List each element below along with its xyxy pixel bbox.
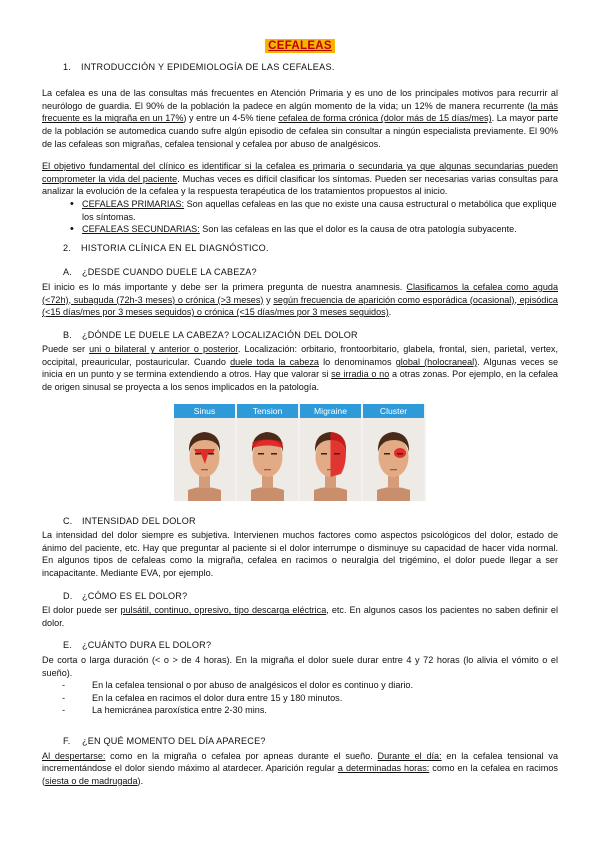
time-of-day-paragraph (42, 750, 558, 788)
subsection-b-heading (63, 329, 558, 342)
text-run: ). (137, 775, 144, 786)
text-run: . Algunas veces se inicia en un punto y se termina extendiendo a otros. Hay que valorar si (42, 356, 559, 380)
subsection-e-heading (63, 639, 558, 652)
panel-label: Migraine (300, 404, 361, 418)
underlined-run: la más frecuente es la migraña en un 17% (42, 100, 558, 124)
subsection-title: ¿CÓMO ES EL DOLOR? (82, 590, 188, 601)
tension-panel (237, 404, 298, 501)
subsection-letter: A. (63, 267, 72, 278)
section-title: HISTORIA CLÍNICA EN EL DIAGNÓSTICO. (81, 242, 269, 253)
section-1-heading (63, 61, 558, 74)
panel-label: Sinus (174, 404, 235, 418)
subsection-f-heading (63, 735, 558, 748)
text-run: La cefalea es una de las consultas más frecuentes en Atención Primaria y es uno de los principales motivos para recurrir al neurólogo de guardia. El 90% de la población la padece en algún momento de la vida; un 12% de manera recurrente ( (42, 88, 558, 111)
subsection-letter: B. (63, 329, 72, 340)
document-title: CEFALEAS (265, 39, 335, 53)
text-run: a otras zonas. Por ejemplo, en la cefalea de origen sinusal se proyecta a los senos implicados en la patología. (42, 369, 558, 393)
cluster-face-icon (363, 404, 424, 501)
text-run: y (263, 294, 274, 305)
sinus-panel (174, 404, 235, 501)
underlined-run: Durante el día: (377, 750, 442, 761)
underlined-run: El objetivo fundamental del clínico es identificar si la cefalea es primaria o secundaria ya que algunas secundarias pueden comprometer la vida del paciente (42, 161, 558, 184)
underlined-run: pulsátil, continuo, opresivo, tipo descarga eléctrica (120, 605, 327, 616)
subsection-letter: D. (63, 590, 73, 601)
subsection-title: ¿DESDE CUANDO DUELE LA CABEZA? (82, 267, 257, 278)
location-paragraph (42, 343, 558, 393)
text-run: . Muchas veces es difícil clasificar los síntomas. Pueden ser necesarias varias consultas para analizar la evolución de la cefalea y la respuesta terapéutica de los tratamientos propuestos al inicio. (42, 173, 558, 197)
text-run: Puede ser (42, 344, 90, 355)
underlined-run: uni o bilateral y anterior o posterior (89, 344, 238, 355)
list-item (70, 223, 558, 236)
text-run: como en la cefalea en racimos ( (42, 763, 558, 786)
text-run: ) y entre un 4-5% tiene (183, 113, 279, 124)
list-item: - La hemicránea paroxística entre 2-30 mins. (62, 704, 558, 717)
underlined-run: Al despertarse: (42, 750, 106, 761)
onset-paragraph (42, 281, 558, 319)
section-title: INTRODUCCIÓN Y EPIDEMIOLOGÍA DE LAS CEFALEAS. (81, 61, 335, 72)
text-run: . (388, 307, 392, 318)
duration-paragraph: De corta o larga duración (< o > de 4 horas). En la migraña el dolor suele durar entre 4 y 72 horas (lo alivia el vómito o el sueño). (42, 655, 558, 678)
text-run: como en la migraña o cefalea por apneas durante el sueño. (105, 750, 378, 761)
text-run: en la cefalea tensional va incrementándose el dolor siendo máximo al atardecer. Aparición regular (42, 750, 559, 774)
subsection-letter: C. (63, 515, 73, 526)
objective-paragraph (42, 160, 558, 198)
intro-paragraph (42, 87, 558, 150)
underlined-run: duele toda la cabeza (230, 356, 319, 367)
duration-list (42, 679, 558, 717)
term-label: CEFALEAS PRIMARIAS: (82, 198, 185, 209)
panel-label: Tension (237, 404, 298, 418)
section-number: 1. (63, 61, 72, 72)
text-run: lo denominamos (318, 356, 396, 367)
cluster-panel (363, 404, 424, 501)
sinus-face-icon (174, 404, 235, 501)
intensity-paragraph: La intensidad del dolor siempre es subjetiva. Intervienen muchos factores como aspectos psicológicos del dolor, estado de ánimo del paciente, etc. Hay que preguntar al paciente si el dolor interrumpe o disminuye su capacidad de hacer vida normal. En algunos tipos de cefaleas como la migraña, cefalea en racimos o neuralgia del trigémino, el dolor puede llegar a ser incapacitante. Mediante EVA, por ejemplo. (42, 530, 558, 579)
subsection-c-heading (63, 515, 558, 528)
list-item: - En la cefalea en racimos el dolor dura entre 15 y 180 minutos. (62, 692, 558, 705)
underlined-run: se irradia o no (331, 369, 390, 380)
list-item (70, 198, 558, 223)
term-text: Son aquellas cefaleas en las que no existe una causa estructural o metabólica que explique los síntomas. (82, 198, 557, 222)
underlined-run: Clasificamos la cefalea como aguda (<72h), subaguda (72h-3 meses) o crónica (>3 meses) (42, 281, 558, 305)
section-number: 2. (63, 242, 72, 253)
term-label: CEFALEAS SECUNDARIAS: (82, 224, 200, 235)
headache-types-illustration (174, 404, 426, 501)
migraine-face-icon (300, 404, 361, 501)
underlined-run: según frecuencia de aparición como esporádica (ocasional), episódica (<15 días/mes por 3 meses seguidos) o crónica (<15 días/mes por 3 meses seguidos) (42, 294, 558, 318)
underlined-run: cefalea de forma crónica (dolor más de 15 días/mes) (278, 113, 492, 124)
subsection-title: ¿CUÁNTO DURA EL DOLOR? (82, 640, 212, 651)
section-2-heading (63, 242, 558, 255)
pain-type-paragraph (42, 604, 558, 629)
text-run: El inicio es lo más importante y debe ser la primera pregunta de nuestra anamnesis. (42, 281, 407, 292)
text-run: . Localización: orbitario, frontoorbitario, glabela, frontal, sien, parietal, vertex, occipital, preauricular, postauricular. Cuando (42, 344, 559, 367)
subsection-a-heading (63, 266, 558, 279)
subsection-title: ¿DÓNDE LE DUELE LA CABEZA? LOCALIZACIÓN DEL DOLOR (82, 329, 358, 340)
underlined-run: siesta o de madrugada (45, 775, 138, 786)
subsection-title: ¿EN QUÉ MOMENTO DEL DÍA APARECE? (82, 735, 266, 746)
title-wrap (42, 40, 558, 53)
panel-label: Cluster (363, 404, 424, 418)
text-run: , etc. En algunos casos los pacientes no saben definir el dolor. (42, 605, 558, 628)
tension-face-icon (237, 404, 298, 501)
subsection-letter: F. (63, 735, 71, 746)
subsection-letter: E. (63, 640, 72, 651)
document-page (42, 40, 558, 787)
text-run: . La mayor parte de la población se automedica cuando sufre algún episodio de cefalea sin consultar a ningún especialista previamente. El 90% de las cefaleas son migrañas, cefalea tensional y cefalea por abuso de analgésicos. (42, 113, 559, 149)
list-item: - En la cefalea tensional o por abuso de analgésicos el dolor es continuo y diario. (62, 679, 558, 692)
term-text: Son las cefaleas en las que el dolor es la causa de otra patología subyacente. (199, 224, 517, 235)
headache-types-list (42, 198, 558, 236)
underlined-run: global (holocraneal) (395, 356, 478, 367)
migraine-panel (300, 404, 361, 501)
underlined-run: a determinadas horas: (337, 763, 430, 774)
subsection-title: INTENSIDAD DEL DOLOR (82, 515, 196, 526)
text-run: El dolor puede ser (42, 605, 121, 616)
subsection-d-heading (63, 590, 558, 603)
